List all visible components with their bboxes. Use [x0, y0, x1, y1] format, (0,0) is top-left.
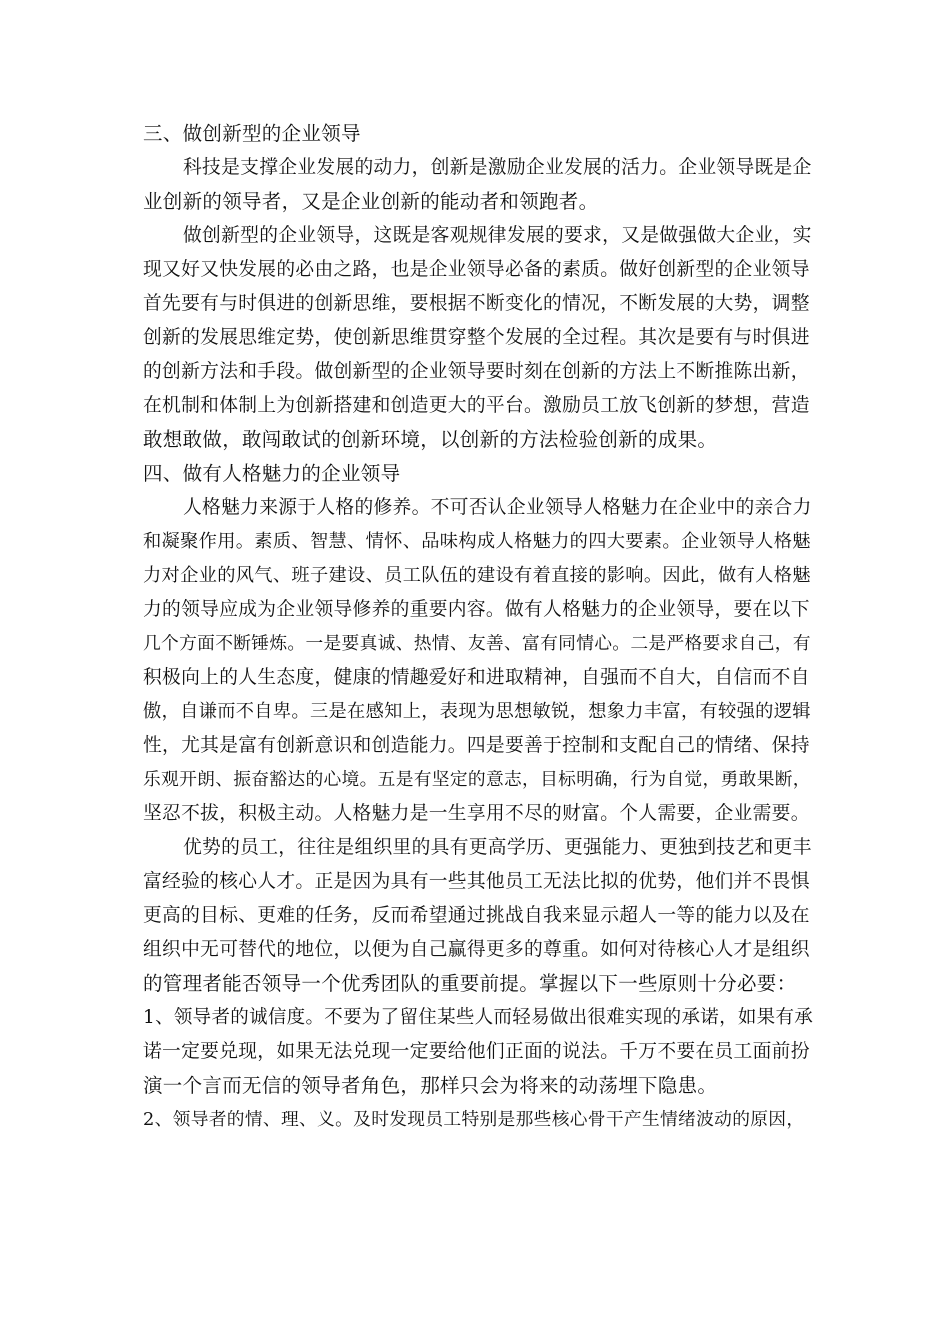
text-line: 傲，自谦而不自卑。三是在感知上，表现为思想敏锐，想象力丰富，有较强的逻辑 [143, 701, 811, 722]
text-line: 三、做创新型的企业领导 [143, 122, 361, 145]
text-line: 业创新的领导者，又是企业创新的能动者和领跑者。 [143, 190, 599, 213]
text-line: 坚忍不拔，积极主动。人格魅力是一生享用不尽的财富。个人需要，企业需要。 [143, 803, 810, 824]
text-line: 优势的员工，往往是组织里的具有更高学历、更强能力、更独到技艺和更丰 [183, 837, 812, 858]
text-line: 的创新方法和手段。做创新型的企业领导要时刻在创新的方法上不断推陈出新， [143, 361, 810, 382]
text-line: 创新的发展思维定势，使创新思维贯穿整个发展的全过程。其次是要有与时俱进 [143, 327, 810, 348]
text-line: 积极向上的人生态度，健康的情趣爱好和进取精神，自强而不自大，自信而不自 [143, 667, 810, 688]
text-line: 在机制和体制上为创新搭建和创造更大的平台。激励员工放飞创新的梦想，营造 [143, 395, 810, 416]
text-line: 演一个言而无信的领导者角色，那样只会为将来的动荡埋下隐患。 [143, 1074, 718, 1097]
text-line: 四、做有人格魅力的企业领导 [143, 462, 401, 485]
text-line: 人格魅力来源于人格的修养。不可否认企业领导人格魅力在企业中的亲合力 [183, 497, 812, 518]
text-line: 乐观开朗、振奋豁达的心境。五是有坚定的意志，目标明确，行为自觉，勇敢果断， [143, 770, 811, 790]
text-line: 首先要有与时俱进的创新思维，要根据不断变化的情况，不断发展的大势，调整 [143, 293, 810, 314]
text-line: 更高的目标、更难的任务，反而希望通过挑战自我来显示超人一等的能力以及在 [143, 905, 810, 926]
text-line: 的管理者能否领导一个优秀团队的重要前提。掌握以下一些原则十分必要： [143, 972, 797, 995]
text-line: 1、领导者的诚信度。不要为了留住某些人而轻易做出很难实现的承诺，如果有承 [143, 1007, 814, 1028]
text-line: 2、领导者的情、理、义。及时发现员工特别是那些核心骨干产生情绪波动的原因， [143, 1110, 805, 1130]
text-line: 富经验的核心人才。正是因为具有一些其他员工无法比拟的优势，他们并不畏惧 [143, 871, 810, 892]
text-line: 诺一定要兑现，如果无法兑现一定要给他们正面的说法。千万不要在员工面前扮 [143, 1041, 810, 1062]
text-line: 性，尤其是富有创新意识和创造能力。四是要善于控制和支配自己的情绪、保持 [143, 735, 810, 756]
text-line: 几个方面不断锤炼。一是要真诚、热情、友善、富有同情心。二是严格要求自己，有 [143, 634, 811, 654]
text-line: 做创新型的企业领导，这既是客观规律发展的要求，又是做强做大企业，实 [183, 225, 812, 246]
text-line: 组织中无可替代的地位，以便为自己赢得更多的尊重。如何对待核心人才是组织 [143, 939, 810, 960]
text-line: 敢想敢做，敢闯敢试的创新环境，以创新的方法检验创新的成果。 [143, 428, 718, 451]
text-line: 和凝聚作用。素质、智慧、情怀、品味构成人格魅力的四大要素。企业领导人格魅 [143, 531, 811, 552]
document-page [143, 117, 813, 1137]
text-line: 力的领导应成为企业领导修养的重要内容。做有人格魅力的企业领导，要在以下 [143, 599, 810, 620]
text-line: 科技是支撑企业发展的动力，创新是激励企业发展的活力。企业领导既是企 [183, 157, 812, 178]
text-line: 力对企业的风气、班子建设、员工队伍的建设有着直接的影响。因此，做有人格魅 [143, 565, 811, 586]
text-line: 现又好又快发展的必由之路，也是企业领导必备的素质。做好创新型的企业领导 [143, 259, 810, 280]
